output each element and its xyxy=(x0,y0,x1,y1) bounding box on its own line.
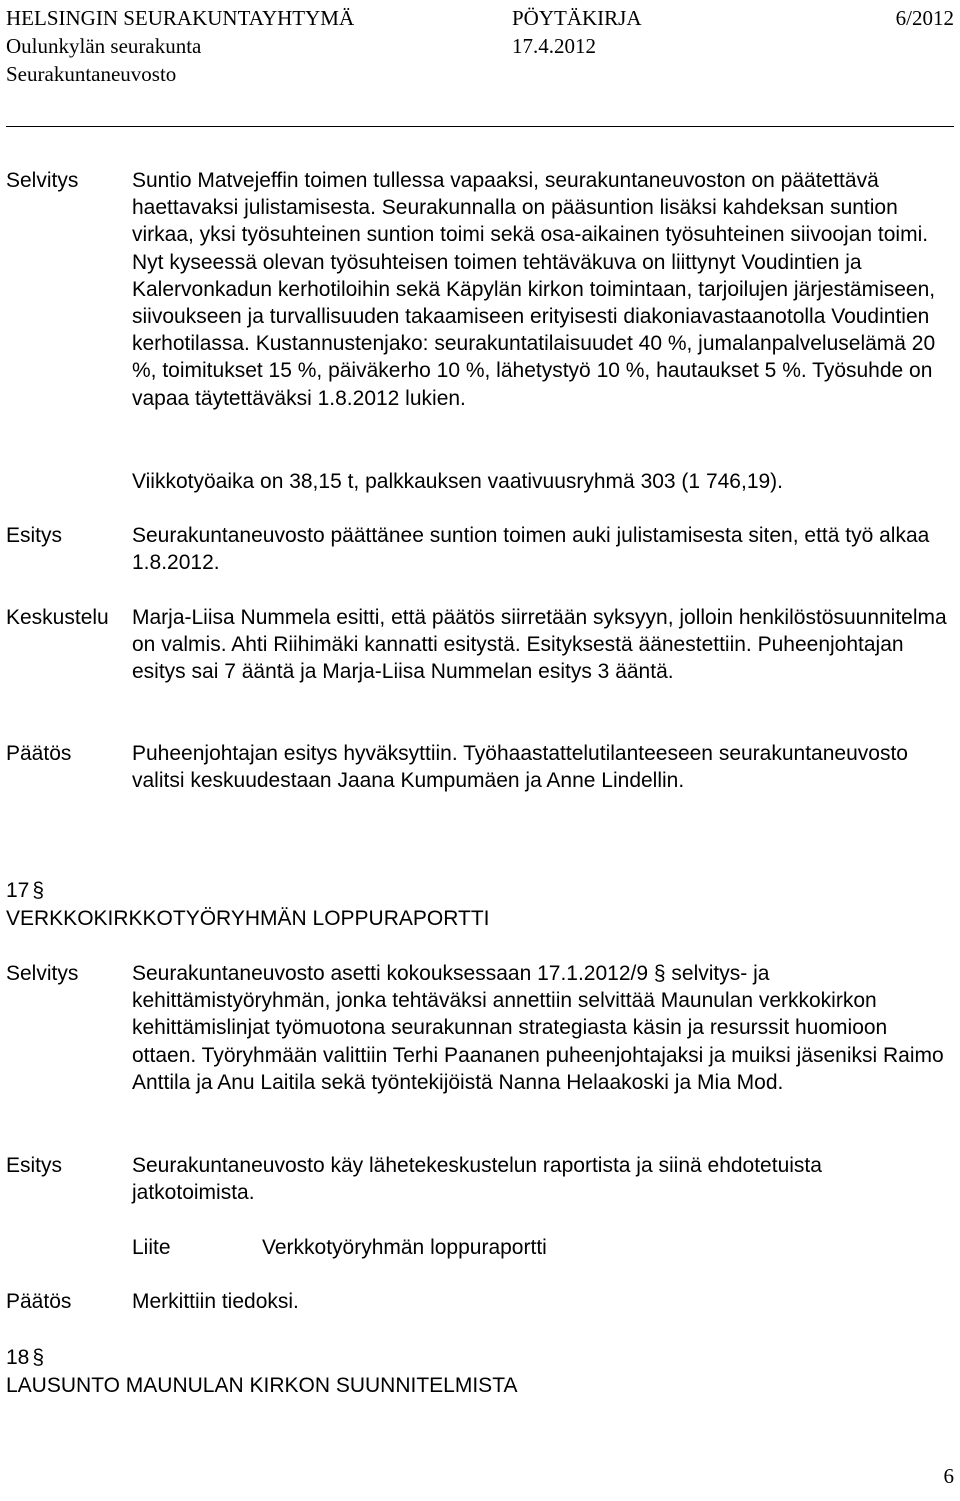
paatos-label: Päätös xyxy=(6,742,72,765)
paatos-label: Päätös xyxy=(6,1290,72,1313)
selvitys-label: Selvitys xyxy=(6,962,79,985)
header-doc-number: 6/2012 xyxy=(895,6,954,30)
section-number: 17 xyxy=(6,879,30,902)
page-number: 6 xyxy=(943,1464,954,1488)
section-17-title: VERKKOKIRKKOTYÖRYHMÄN LOPPURAPORTTI xyxy=(6,907,490,930)
esitys-text: Seurakuntaneuvosto päättänee suntion toimen auki julistamisesta siten, että työ alkaa 1.8.2012. xyxy=(132,524,930,575)
selvitys-text-part-1: Seurakuntaneuvosto asetti kokouksessaan 17.1.2012/9 xyxy=(132,962,649,985)
header-date: 17.4.2012 xyxy=(512,34,596,58)
section-18-title: LAUSUNTO MAUNULAN KIRKON SUUNNITELMISTA xyxy=(6,1374,518,1397)
esitys-label: Esitys xyxy=(6,524,63,547)
selvitys-text xyxy=(132,960,947,1096)
header-doc-type: PÖYTÄKIRJA xyxy=(512,6,642,30)
liite-label: Liite xyxy=(132,1236,171,1259)
header-body: Seurakuntaneuvosto xyxy=(6,62,177,86)
paatos-text: Merkittiin tiedoksi. xyxy=(132,1290,299,1313)
section-sign-icon: § xyxy=(653,962,666,985)
page-header xyxy=(6,4,954,88)
keskustelu-text: Marja-Liisa Nummela esitti, että päätös siirretään syksyyn, jolloin henkilöstösuunnitelma on valmis. Ahti Riihimäki kannatti esitystä. Esityksestä äänestettiin. Puheenjohtajan esitys sai 7 ääntä ja Marja-Liisa Nummelan esitys 3 ääntä. xyxy=(132,606,947,684)
header-parish: Oulunkylän seurakunta xyxy=(6,34,202,58)
header-org: HELSINGIN SEURAKUNTAYHTYMÄ xyxy=(6,6,355,30)
section-sign-icon: § xyxy=(32,879,45,902)
section-sign-icon: § xyxy=(32,1346,45,1369)
section-17-number xyxy=(6,876,44,906)
esitys-text: Seurakuntaneuvosto käy lähetekeskustelun raportista ja siinä ehdotetuista jatkotoimista. xyxy=(132,1154,822,1205)
liite-text: Verkkotyöryhmän loppuraportti xyxy=(262,1236,547,1259)
working-hours-text: Viikkotyöaika on 38,15 t, palkkauksen vaativuusryhmä 303 (1 746,19). xyxy=(132,470,783,493)
keskustelu-label: Keskustelu xyxy=(6,606,109,629)
selvitys-text: Suntio Matvejeffin toimen tullessa vapaaksi, seurakuntaneuvoston on päätettävä haettavaksi julistamisesta. Seurakunnalla on pääsuntion lisäksi kahdeksan suntion virkaa, yksi työsuhteinen suntion toimi sekä osa-aikainen työsuhteinen siivoojan toimi. Nyt kyseessä olevan työsuhteisen toimen tehtäväkuva on liittynyt Voudintien ja Kalervonkadun kerhotiloihin sekä Käpylän kirkon toimintaan, tarjoilujen järjestämiseen, siivoukseen ja turvallisuuden takaamiseen erityisesti diakoniavastaanotolla Voudintien kerhotilassa. Kustannustenjako: seurakuntatilaisuudet 40 %, jumalanpalveluselämä 20 %, toimitukset 15 %, päiväkerho 10 %, lähetystyö 10 %, hautaukset 5 %. Työsuhde on vapaa täytettäväksi 1.8.2012 lukien. xyxy=(132,169,936,410)
selvitys-label: Selvitys xyxy=(6,169,79,192)
section-number: 18 xyxy=(6,1346,30,1369)
paatos-text: Puheenjohtajan esitys hyväksyttiin. Työhaastattelutilanteeseen seurakuntaneuvosto valitsi keskuudestaan Jaana Kumpumäen ja Anne Lindellin. xyxy=(132,742,908,793)
header-divider xyxy=(6,126,954,127)
section-18-number xyxy=(6,1343,44,1373)
selvitys-text-part-2: selvitys- ja kehittämistyöryhmän, jonka tehtäväksi annettiin selvittää Maunulan verkkokirkon kehittämislinjat työmuotona seurakunnan strategiasta käsin ja resurssit huomioon ottaen. Työryhmään valittiin Terhi Paananen puheenjohtajaksi ja muiksi jäseniksi Raimo Anttila ja Anu Laitila sekä työntekijöistä Nanna Helaakoski ja Mia Mod. xyxy=(132,962,944,1094)
esitys-label: Esitys xyxy=(6,1154,63,1177)
